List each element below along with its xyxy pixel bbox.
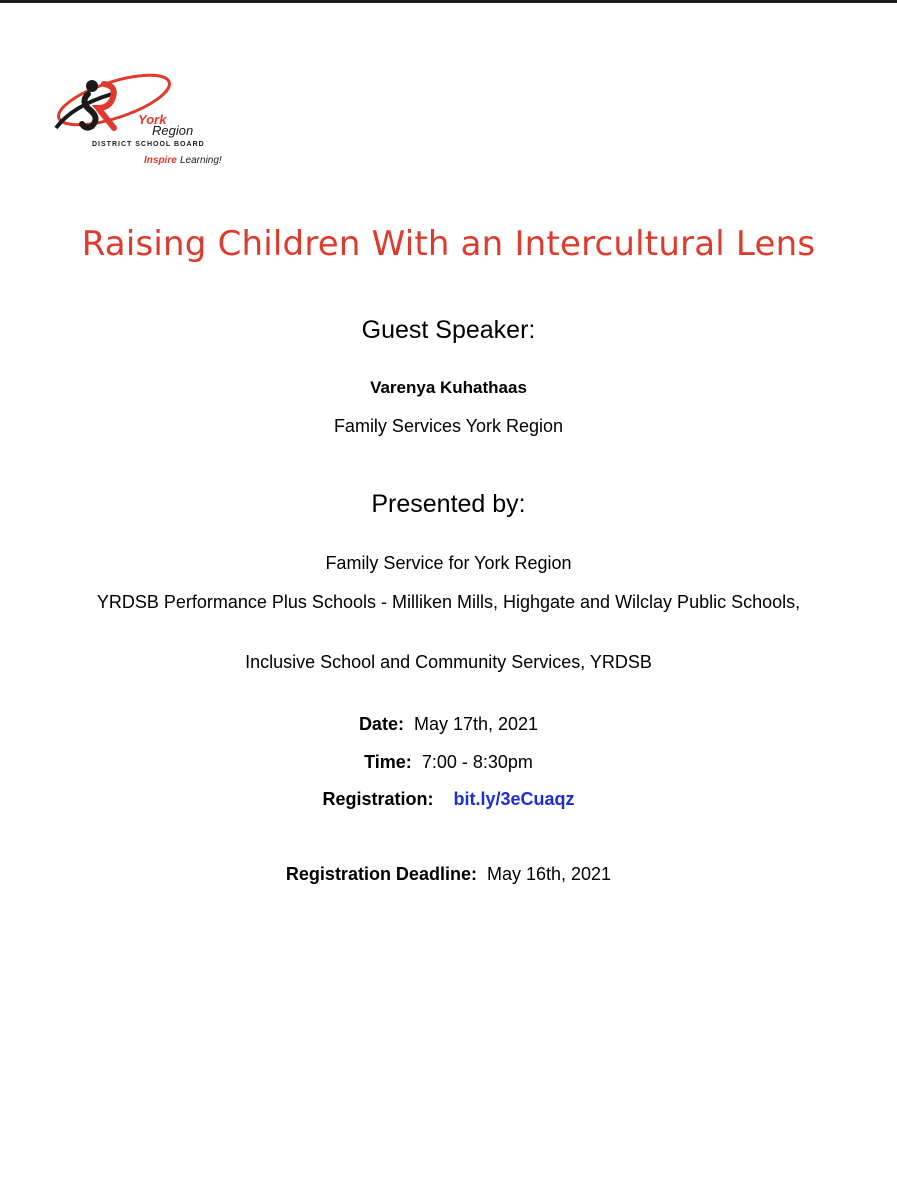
- presenter-line-1: Family Service for York Region: [325, 553, 572, 573]
- time-value: 7:00 - 8:30pm: [421, 752, 533, 772]
- guest-speaker-heading: Guest Speaker:: [361, 316, 536, 344]
- logo-york-text: York: [138, 112, 167, 127]
- logo-tagline-learning: Learning!: [180, 155, 222, 166]
- logo-region-text: Region: [152, 123, 194, 138]
- guest-speaker-org: Family Services York Region: [333, 416, 564, 436]
- presenter-line-3: Inclusive School and Community Services, YRDSB: [245, 652, 652, 672]
- guest-speaker-name: Varenya Kuhathaas: [370, 378, 527, 397]
- logo-board-text: DISTRICT SCHOOL BOARD: [92, 141, 205, 148]
- time-label: Time:: [364, 752, 412, 772]
- deadline-label: Registration Deadline:: [285, 864, 477, 884]
- date-value: May 17th, 2021: [413, 714, 539, 734]
- date-label: Date:: [358, 714, 404, 734]
- york-region-logo: [52, 66, 227, 168]
- presenter-line-2: YRDSB Performance Plus Schools - Milliken Mills, Highgate and Wilclay Public Schools,: [96, 592, 801, 612]
- presented-by-heading: Presented by:: [371, 490, 526, 518]
- page-title: Raising Children With an Intercultural Lens: [81, 224, 816, 264]
- top-border: [0, 0, 897, 3]
- deadline-row: [0, 864, 897, 885]
- registration-label: Registration:: [322, 789, 434, 809]
- date-row: [0, 714, 897, 735]
- time-row: [0, 752, 897, 773]
- registration-row: [0, 789, 897, 810]
- deadline-value: May 16th, 2021: [486, 864, 612, 884]
- registration-link[interactable]: bit.ly/3eCuaqz: [453, 789, 575, 809]
- logo-tagline-inspire: Inspire: [144, 155, 177, 166]
